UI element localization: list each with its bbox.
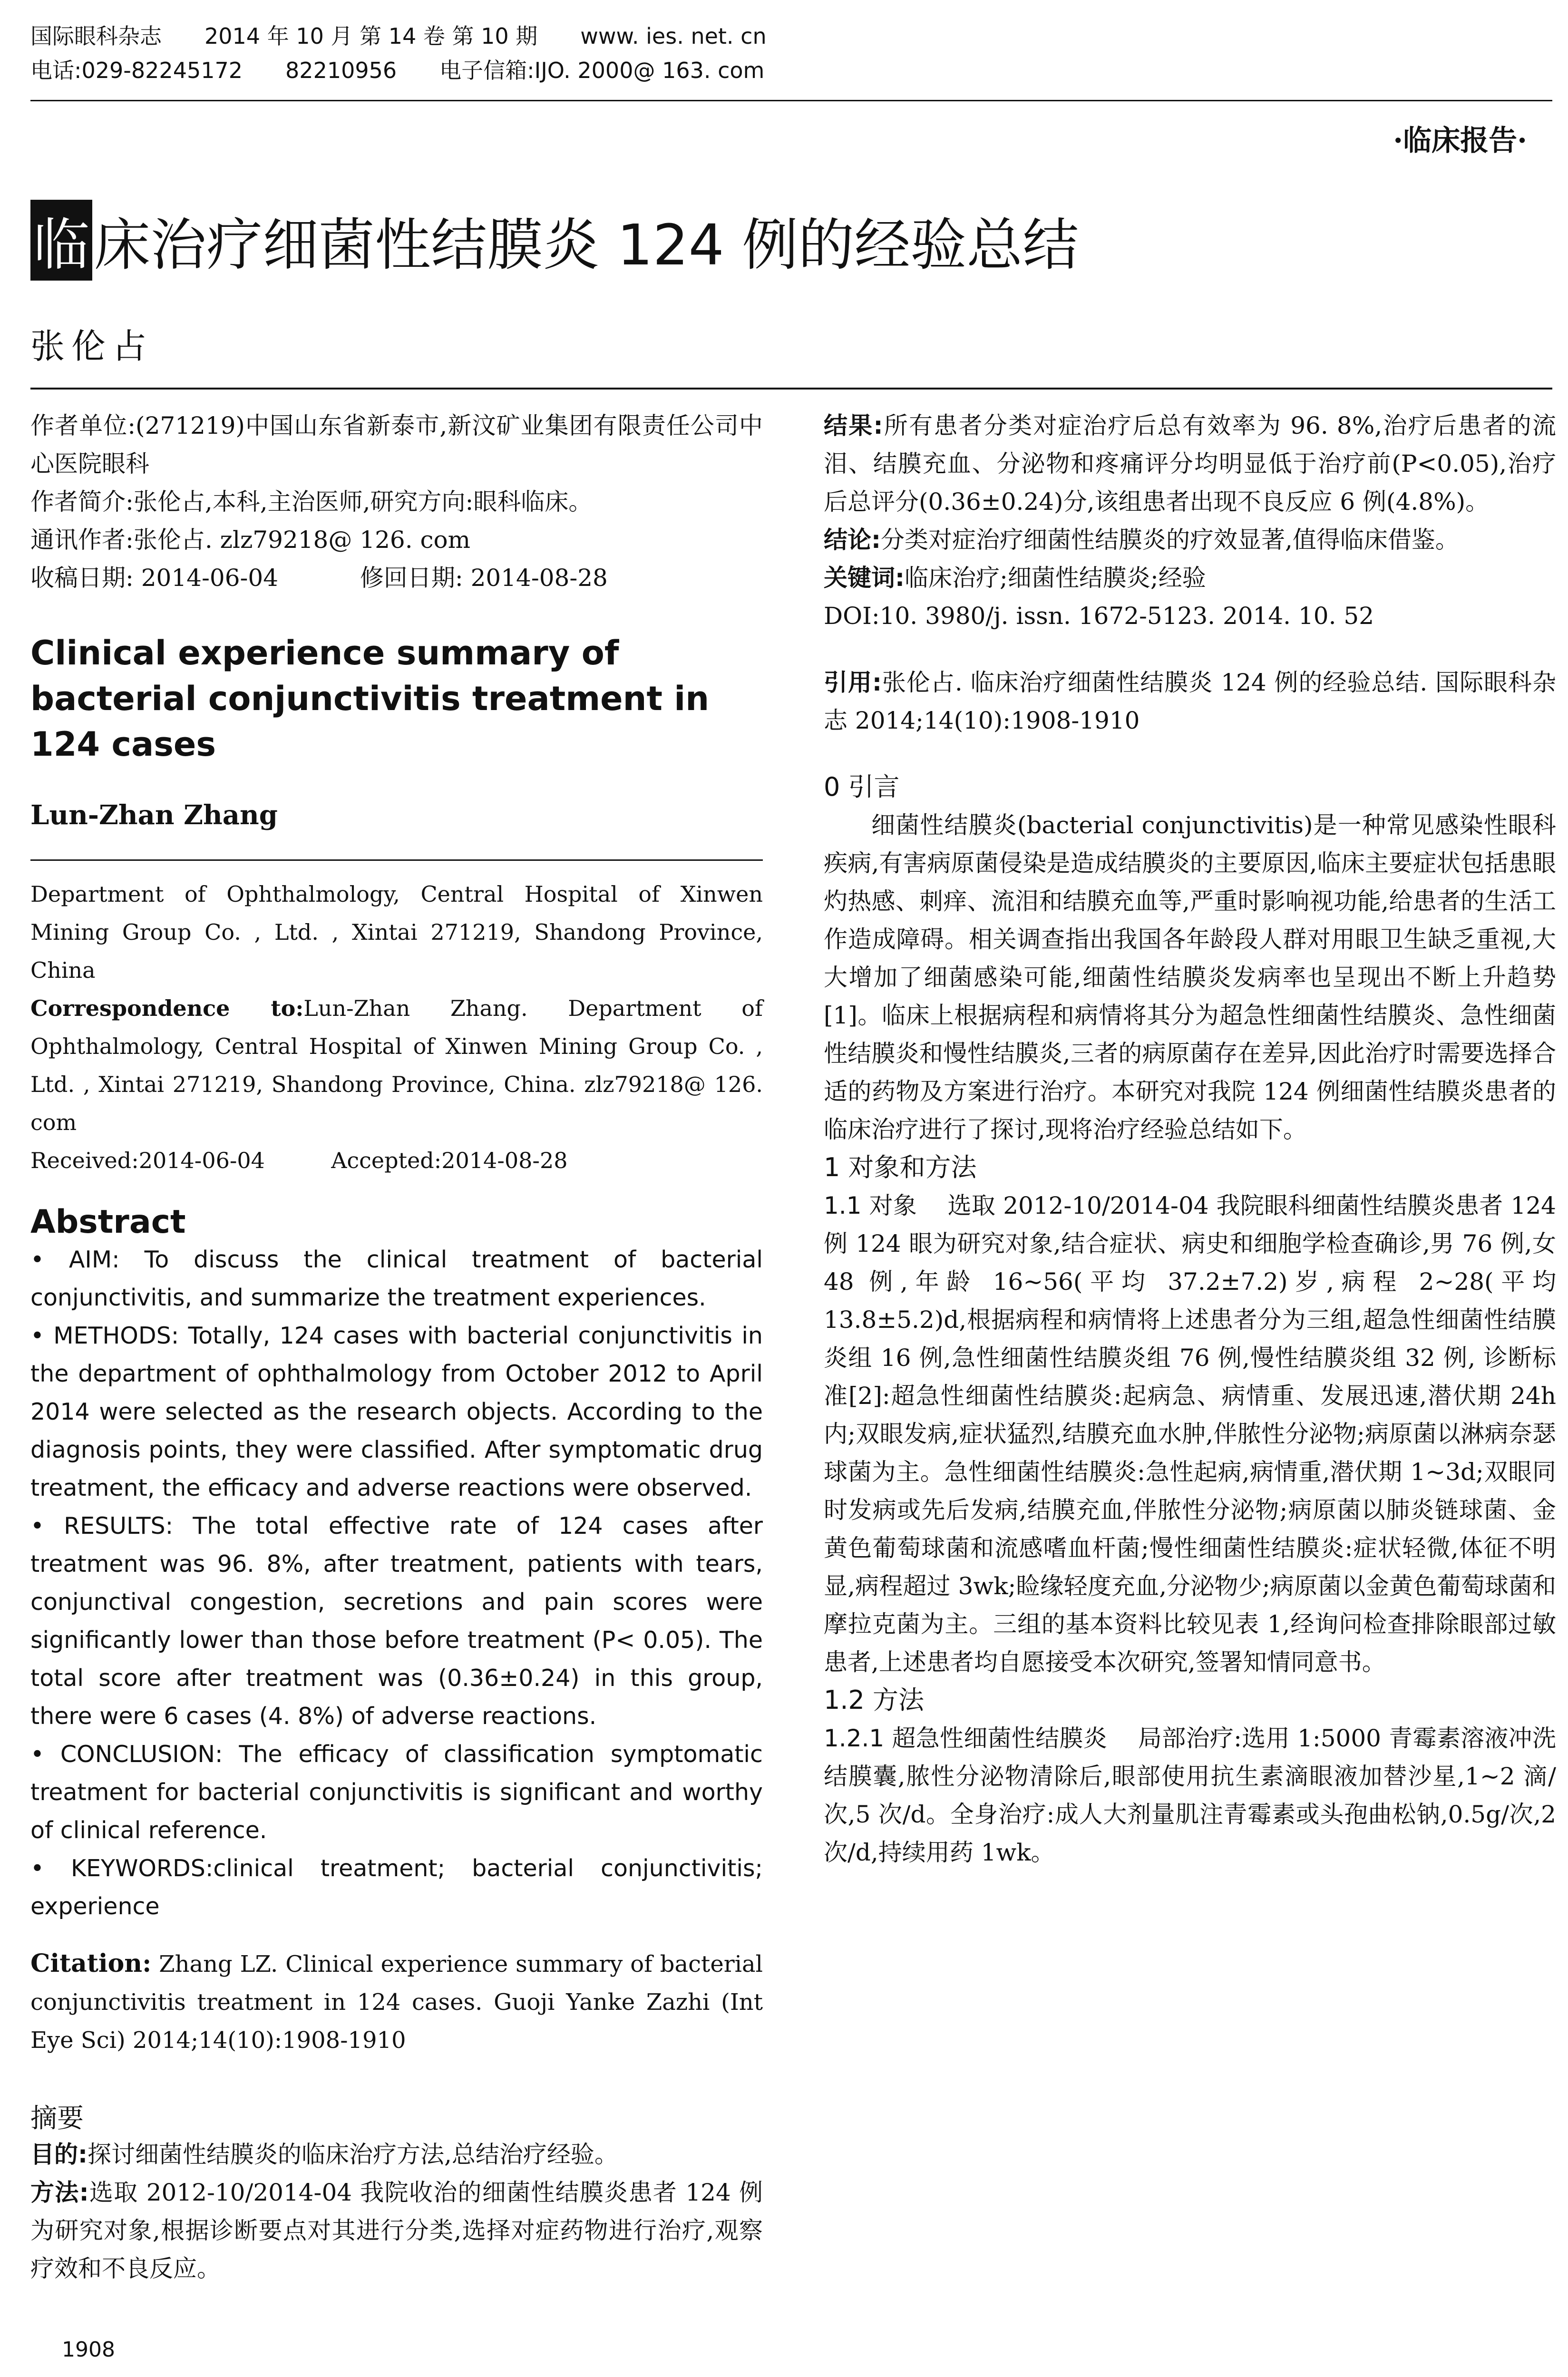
issue-info: 2014 年 10 月 第 14 卷 第 10 期 <box>205 23 538 49</box>
abstract-results: • RESULTS: The total effective rate of 124 cases after treatment was 96. 8%, after treatment, patients with tears, conjunctival congestion, secretions and pain scores were significantly lower than those before treatment (P< 0.05). The total score after treatment was (0.36±0.24) in this group, there were 6 cases (4. 8%) of adverse reactions. <box>30 1512 763 1730</box>
cn-aim-text: 探讨细菌性结膜炎的临床治疗方法,总结治疗经验。 <box>88 2141 618 2168</box>
english-affiliation: Department of Ophthalmology, Central Hospital of Xinwen Mining Group Co. , Ltd. , Xintai 271219, Shandong Province, China <box>30 881 763 983</box>
author-bio: 作者简介:张伦占,本科,主治医师,研究方向:眼科临床。 <box>30 488 593 516</box>
title-divider <box>30 388 1552 390</box>
cn-results <box>824 407 1556 521</box>
english-title: Clinical experience summary of bacterial conjunctivitis treatment in 124 cases <box>30 633 710 764</box>
cn-keywords-text: 临床治疗;细菌性结膜炎;经验 <box>905 564 1206 592</box>
section-1-2-1-text: 局部治疗:选用 1:5000 青霉素溶液冲洗结膜囊,脓性分泌物清除后,眼部使用抗生素滴眼液加替沙星,1~2 滴/次,5 次/d。全身治疗:成人大剂量肌注青霉素或头孢曲松钠,0.5g/次,2 次/d,持续用药 1wk。 <box>824 1724 1556 1866</box>
cn-methods <box>30 2173 763 2288</box>
section-1-2-1-label: 1.2.1 超急性细菌性结膜炎 <box>824 1724 1108 1752</box>
cn-citation <box>824 663 1556 740</box>
title-text: 床治疗细菌性结膜炎 124 例的经验总结 <box>94 212 1079 278</box>
cn-citation-label: 引用: <box>824 669 882 696</box>
doi[interactable]: DOI:10. 3980/j. issn. 1672-5123. 2014. 10. 52 <box>824 602 1374 630</box>
section-1-2-heading: 1.2 方法 <box>824 1685 925 1715</box>
intro-heading: 0 引言 <box>824 772 900 802</box>
right-column <box>824 407 1556 1871</box>
abstract-keywords: • KEYWORDS:clinical treatment; bacterial conjunctivitis; experience <box>30 1855 763 1920</box>
cn-methods-text: 选取 2012-10/2014-04 我院收治的细菌性结膜炎患者 124 例为研究对象,根据诊断要点对其进行分类,选择对症药物进行治疗,观察疗效和不良反应。 <box>30 2179 763 2282</box>
cn-conclusion <box>824 521 1556 559</box>
cn-aim-label: 目的: <box>30 2141 88 2168</box>
cn-abstract-heading: 摘要 <box>30 2103 84 2134</box>
abstract-methods: • METHODS: Totally, 124 cases with bacterial conjunctivitis in the department of ophthalmology from October 2012 to April 2014 were selected as the research objects. According to the diagnosis points, they were classified. After symptomatic drug treatment, the efficacy and adverse reactions were observed. <box>30 1322 763 1501</box>
journal-email[interactable]: 电子信箱:IJO. 2000@ 163. com <box>439 58 765 83</box>
correspondence-text: Lun-Zhan Zhang. Department of Ophthalmology, Central Hospital of Xinwen Mining Group Co. , Ltd. , Xintai 271219, Shandong Province, China. zlz79218@ 126. com <box>30 995 763 1135</box>
cn-keywords-label: 关键词: <box>824 564 905 592</box>
page-number: 1908 <box>62 2338 115 2362</box>
english-divider <box>30 859 763 861</box>
citation-label: Citation: <box>30 1949 152 1978</box>
section-tag: ·临床报告· <box>1393 124 1527 157</box>
cn-results-label: 结果: <box>824 412 883 439</box>
section-1-1-label: 1.1 对象 <box>824 1192 917 1219</box>
dates-cn <box>30 559 763 597</box>
journal-phone: 电话:029-82245172 <box>30 58 243 83</box>
english-correspondence <box>30 989 763 1141</box>
intro-paragraph: 细菌性结膜炎(bacterial conjunctivitis)是一种常见感染性眼科疾病,有害病原菌侵染是造成结膜炎的主要原因,临床主要症状包括患眼灼热感、刺痒、流泪和结膜充血等,严重时影响视功能,给患者的生活工作造成障碍。相关调查指出我国各年龄段人群对用眼卫生缺乏重视,大大增加了细菌感染可能,细菌性结膜炎发病率也呈现出不断上升趋势[1]。临床上根据病程和病情将其分为超急性细菌性结膜炎、急性细菌性结膜炎和慢性结膜炎,三者的病原菌存在差异,因此治疗时需要选择合适的药物及方案进行治疗。本研究对我院 124 例细菌性结膜炎患者的临床治疗进行了探讨,现将治疗经验总结如下。 <box>824 811 1556 1143</box>
journal-phone-2: 82210956 <box>285 58 397 83</box>
header-divider <box>30 100 1552 101</box>
abstract-conclusion: • CONCLUSION: The efficacy of classification symptomatic treatment for bacterial conjunctivitis is significant and worthy of clinical reference. <box>30 1741 763 1844</box>
cn-conclusion-label: 结论: <box>824 526 881 554</box>
revised-date: 修回日期: 2014-08-28 <box>360 564 608 592</box>
section-1-1 <box>824 1187 1556 1681</box>
author-affiliation: 作者单位:(271219)中国山东省新泰市,新汶矿业集团有限责任公司中心医院眼科 <box>30 412 763 477</box>
journal-website[interactable]: www. ies. net. cn <box>580 23 767 49</box>
journal-name: 国际眼科杂志 <box>30 23 162 49</box>
en-received: Received:2014-06-04 <box>30 1148 265 1173</box>
cn-keywords <box>824 559 1556 597</box>
correspondence-label: Correspondence to: <box>30 995 304 1021</box>
section-1-2-1 <box>824 1719 1556 1871</box>
citation-text: Zhang LZ. Clinical experience summary of bacterial conjunctivitis treatment in 124 cases. Guoji Yanke Zazhi (Int Eye Sci) 2014;14(10):1908-1910 <box>30 1951 763 2054</box>
section-1-1-text: 选取 2012-10/2014-04 我院眼科细菌性结膜炎患者 124 例 124 眼为研究对象,结合症状、病史和细胞学检查确诊,男 76 例,女 48 例,年龄 16~56(平均 37.2±7.2)岁,病程 2~28(平均 13.8±5.2)d,根据病程和病情将上述患者分为三组,超急性细菌性结膜炎组 16 例,急性细菌性结膜炎组 76 例,慢性结膜炎组 32 例, 诊断标准[2]:超急性细菌性结膜炎:起病急、病情重、发展迅速,潜伏期 24h 内;双眼发病,症状猛烈,结膜充血水肿,伴脓性分泌物;病原菌以淋病奈瑟球菌为主。急性细菌性结膜炎:急性起病,病情重,潜伏期 1~3d;双眼同时发病或先后发病,结膜充血,伴脓性分泌物;病原菌以肺炎链球菌、金黄色葡萄球菌和流感嗜血杆菌;慢性细菌性结膜炎:症状轻微,体征不明显,病程超过 3wk;睑缘轻度充血,分泌物少;病原菌以金黄色葡萄球菌和摩拉克菌为主。三组的基本资料比较见表 1,经询问检查排除眼部过敏患者,上述患者均自愿接受本次研究,签署知情同意书。 <box>824 1192 1556 1676</box>
journal-header <box>30 19 1552 88</box>
received-date: 收稿日期: 2014-06-04 <box>30 564 279 592</box>
corresponding-author: 通讯作者:张伦占. zlz79218@ 126. com <box>30 526 470 554</box>
article-title <box>30 200 1079 281</box>
left-column <box>30 407 763 2288</box>
section-1-heading: 1 对象和方法 <box>824 1152 977 1182</box>
cn-results-text: 所有患者分类对症治疗后总有效率为 96. 8%,治疗后患者的流泪、结膜充血、分泌物和疼痛评分均明显低于治疗前(P<0.05),治疗后总评分(0.36±0.24)分,该组患者出现不良反应 6 例(4.8%)。 <box>824 412 1556 516</box>
cn-conclusion-text: 分类对症治疗细菌性结膜炎的疗效显著,值得临床借鉴。 <box>881 526 1459 554</box>
cn-aim <box>30 2135 763 2173</box>
english-citation <box>30 1945 763 2059</box>
abstract-aim: • AIM: To discuss the clinical treatment of bacterial conjunctivitis, and summarize the treatment experiences. <box>30 1246 763 1311</box>
cn-citation-text: 张伦占. 临床治疗细菌性结膜炎 124 例的经验总结. 国际眼科杂志 2014;14(10):1908-1910 <box>824 669 1557 734</box>
title-dropcap: 临 <box>30 200 92 281</box>
en-accepted: Accepted:2014-08-28 <box>331 1148 568 1173</box>
cn-methods-label: 方法: <box>30 2179 89 2206</box>
english-dates <box>30 1141 763 1179</box>
abstract-heading: Abstract <box>30 1203 186 1241</box>
author-name-cn: 张伦占 <box>30 326 154 366</box>
english-author: Lun-Zhan Zhang <box>30 799 278 831</box>
